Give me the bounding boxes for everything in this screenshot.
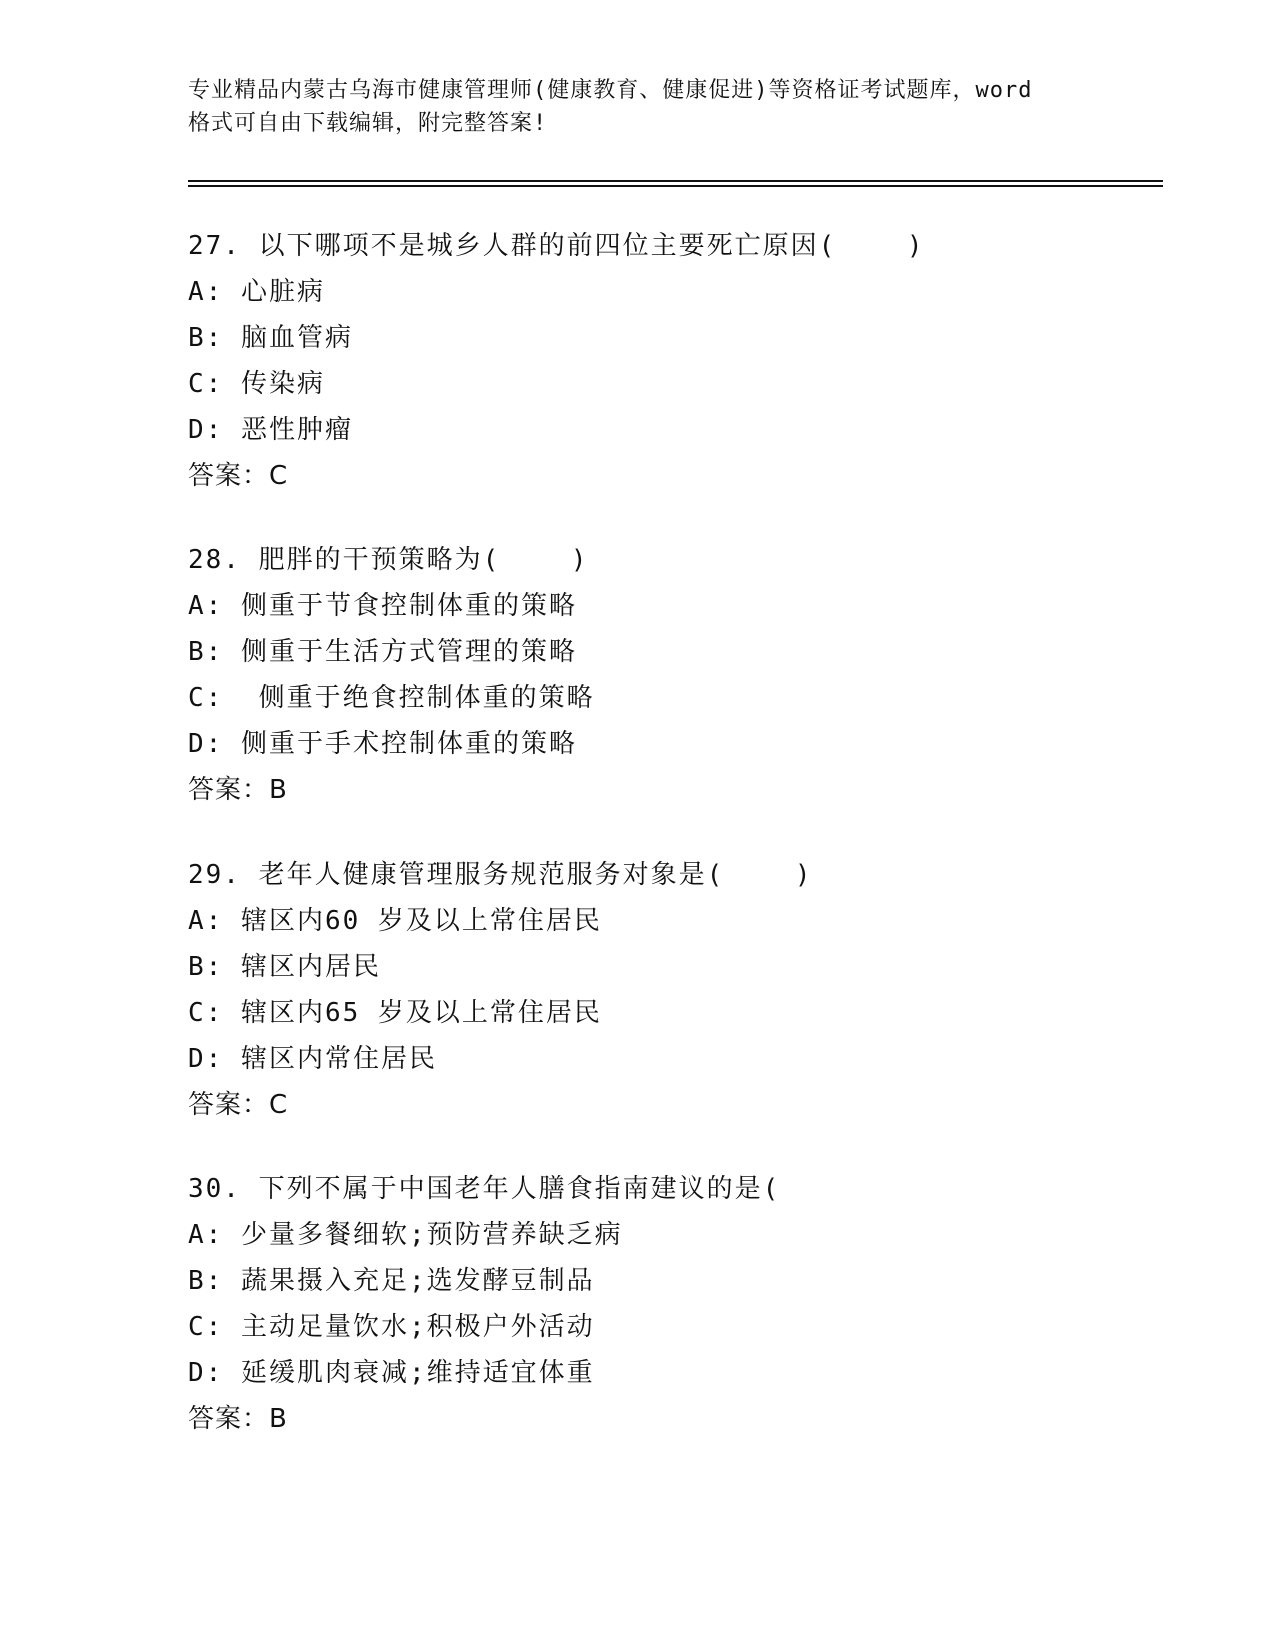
option-b: B: 侧重于生活方式管理的策略 — [188, 637, 577, 667]
question-stem: 29. 老年人健康管理服务规范服务对象是( ) — [188, 860, 813, 890]
option-a: A: 辖区内60 岁及以上常住居民 — [188, 906, 602, 936]
option-c: C: 侧重于绝食控制体重的策略 — [188, 683, 595, 713]
option-c: C: 辖区内65 岁及以上常住居民 — [188, 998, 602, 1028]
answer-line: 答案：B — [188, 1404, 288, 1434]
answer-line: 答案：B — [188, 775, 288, 805]
header-divider — [188, 180, 1163, 187]
option-d: D: 辖区内常住居民 — [188, 1044, 437, 1074]
question-stem: 30. 下列不属于中国老年人膳食指南建议的是( — [188, 1174, 781, 1204]
option-c: C: 主动足量饮水;积极户外活动 — [188, 1312, 595, 1342]
question-stem: 28. 肥胖的干预策略为( ) — [188, 545, 589, 575]
question-block — [188, 1166, 1188, 1442]
option-a: A: 心脏病 — [188, 277, 325, 307]
question-block — [188, 537, 1188, 813]
question-block — [188, 852, 1188, 1128]
option-d: D: 延缓肌肉衰减;维持适宜体重 — [188, 1358, 595, 1388]
option-b: B: 脑血管病 — [188, 323, 353, 353]
answer-line: 答案：C — [188, 461, 289, 491]
option-a: A: 少量多餐细软;预防营养缺乏病 — [188, 1220, 623, 1250]
question-stem: 27. 以下哪项不是城乡人群的前四位主要死亡原因( ) — [188, 231, 925, 261]
header-line-2: 格式可自由下载编辑，附完整答案! — [188, 111, 548, 136]
option-d: D: 恶性肿瘤 — [188, 415, 353, 445]
option-d: D: 侧重于手术控制体重的策略 — [188, 729, 577, 759]
option-b: B: 蔬果摄入充足;选发酵豆制品 — [188, 1266, 595, 1296]
header-line-1: 专业精品内蒙古乌海市健康管理师(健康教育、健康促进)等资格证考试题库，word — [188, 78, 1033, 103]
option-c: C: 传染病 — [188, 369, 325, 399]
answer-line: 答案：C — [188, 1090, 289, 1120]
document-header — [188, 74, 1088, 140]
option-a: A: 侧重于节食控制体重的策略 — [188, 591, 577, 621]
option-b: B: 辖区内居民 — [188, 952, 381, 982]
question-block — [188, 223, 1188, 499]
